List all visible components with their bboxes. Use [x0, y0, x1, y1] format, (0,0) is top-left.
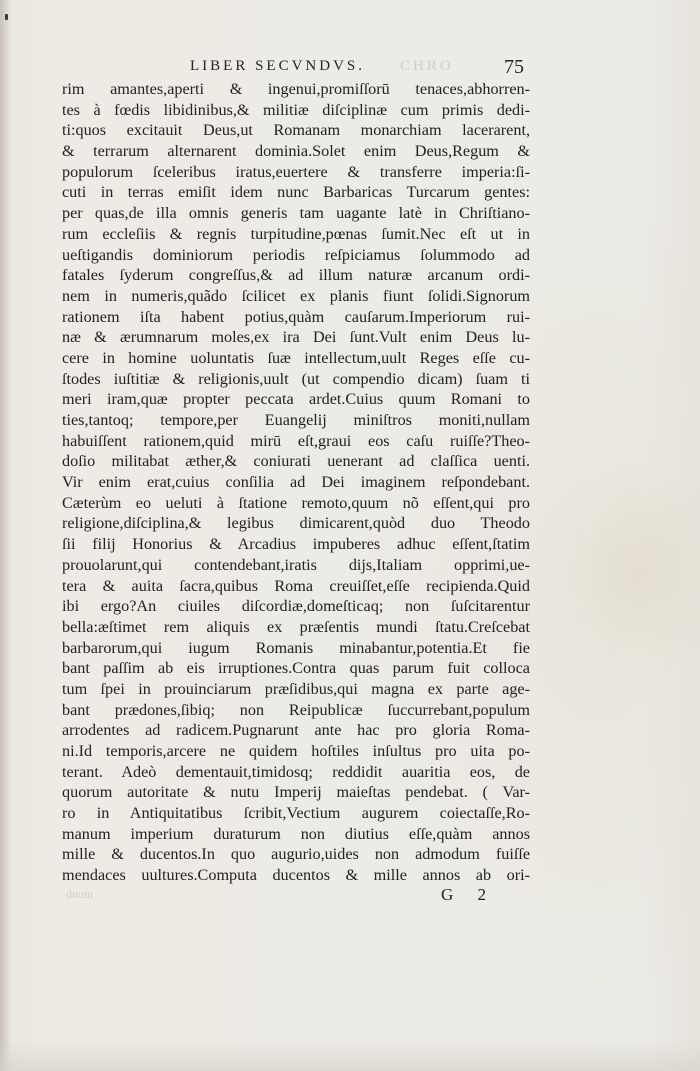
text-line: mendaces uultures.Computa ducentos & mille annos ab ori- — [62, 866, 530, 885]
bottom-edge-shadow — [0, 1040, 700, 1071]
text-line: manum imperium duraturum non diutius eſſe,quàm annos — [62, 824, 530, 843]
text-line: religione,diſciplina,& legibus dimicarent,quòd duo Theodo — [62, 514, 530, 533]
text-line: rum eccleſiis & regnis turpitudine,pœnas ſumit.Nec eſt ut in — [62, 224, 530, 243]
text-line: tum ſpei in prouinciarum præſidibus,qui magna ex parte age- — [62, 679, 530, 698]
text-line: fatales ſyderum congreſſus,& ad illum naturæ arcanum ordi- — [62, 266, 530, 285]
text-line: ni.Id temporis,arcere ne quidem hoſtiles inſultus pro uita po- — [62, 742, 530, 760]
text-line: doſio militabat æther,& coniurati uenerant ad claſſica uenti. — [62, 452, 530, 471]
gutter-shadow — [0, 0, 10, 1071]
text-line: meri iram,quæ propter peccata ardet.Cuius quum Romani to — [62, 390, 530, 409]
text-line: nem in numeris,quãdo ſcilicet ex planis fiunt ſolidi.Signorum — [62, 286, 530, 305]
text-line: ueſtigandis dominiorum periodis reſpiciamus ſolummodo ad — [62, 245, 530, 264]
signature-mark: G 2 — [441, 885, 497, 904]
text-line: tes à fœdis libidinibus,& militiæ diſciplinæ cum primis dedi- — [62, 100, 530, 119]
show-through-text: dnum — [66, 887, 94, 901]
text-line: Vir enim erat,cuius conſilia ad Dei imaginem reſpondebant. — [62, 473, 530, 492]
text-line: & terrarum alternarent dominia.Solet enim Deus,Regum & — [62, 142, 530, 161]
text-line: cuti in terras emiſit idem nunc Barbaricas Turcarum gentes: — [62, 183, 530, 202]
text-line: Cæterùm eo ueluti à ſtatione remoto,quum nõ eſſent,qui pro — [62, 493, 530, 512]
body-text — [62, 79, 530, 886]
text-line: bant prædones,ſibiq; non Reipublicæ ſuccurrebant,populum — [62, 700, 530, 719]
text-line: arrodentes ad radicem.Pugnarunt ante hac pro gloria Roma- — [62, 721, 530, 740]
text-line: næ & ærumnarum moles,ex ira Dei ſunt.Vult enim Deus lu- — [62, 328, 530, 347]
text-line: ſtodes iuſtitiæ & religionis,uult (ut compendio dicam) ſuam ti — [62, 369, 530, 388]
text-line: mille & ducentos.In quo augurio,uides non admodum fuiſſe — [62, 845, 530, 864]
running-head: LIBER SECVNDVS. — [190, 58, 366, 74]
edge-ink-mark — [5, 14, 8, 20]
text-line: bella:æſtimet rem aliquis ex præſentis mundi ſtatu.Creſcebat — [62, 617, 530, 636]
text-line: rim amantes,aperti & ingenui,promiſſorū tenaces,abhorren- — [62, 80, 530, 98]
text-line: terant. Adeò dementauit,timidosq; reddidit auaritia eos, de — [62, 762, 530, 781]
text-line: ro in Antiquitatibus ſcribit,Vectium augurem coiectaſſe,Ro- — [62, 804, 530, 823]
text-line: prouolarunt,qui contendebant,iratis dijs,Italiam opprimi,ue- — [62, 555, 530, 574]
text-line: ti:quos excitauit Deus,ut Romanam monarchiam lacerarent, — [62, 121, 530, 140]
page-number: 75 — [504, 56, 524, 78]
text-line: rationem iſta habent potius,quàm cauſarum.Imperiorum rui- — [62, 307, 530, 326]
text-line: ibi ergo?An ciuiles diſcordiæ,domeſticaq; non ſuſcitarentur — [62, 597, 530, 616]
text-line: bant paſſim ab eis irruptiones.Contra quas parum fuit colloca — [62, 659, 530, 678]
text-line: quorum autoritate & nutu Imperij maieſtas pendebat. ( Var- — [62, 783, 530, 802]
show-through-text: CHRO — [400, 58, 454, 74]
text-line: habuiſſent rationem,quid mirū eſt,graui eos caſu ruiſſe?Theo- — [62, 431, 530, 450]
text-line: per quas,de illa omnis generis tam uagante latè in Chriſtiano- — [62, 204, 530, 223]
text-line: ties,tantoq; tempore,per Euangelij miniſtros moniti,nullam — [62, 411, 530, 429]
text-line: barbarorum,qui iugum Romanis minabantur,potentia.Et fie — [62, 638, 530, 657]
text-line: cere in homine uoluntatis ſuæ intellectum,uult Reges eſſe cu- — [62, 348, 530, 367]
text-line: tera & auita ſacra,quibus Roma creuiſſet,eſſe recipienda.Quid — [62, 576, 530, 595]
text-line: ſii filij Honorius & Arcadius impuberes adhuc eſſent,ſtatim — [62, 535, 530, 554]
text-line: populorum ſceleribus iratus,euertere & transferre imperia:ſi- — [62, 162, 530, 181]
